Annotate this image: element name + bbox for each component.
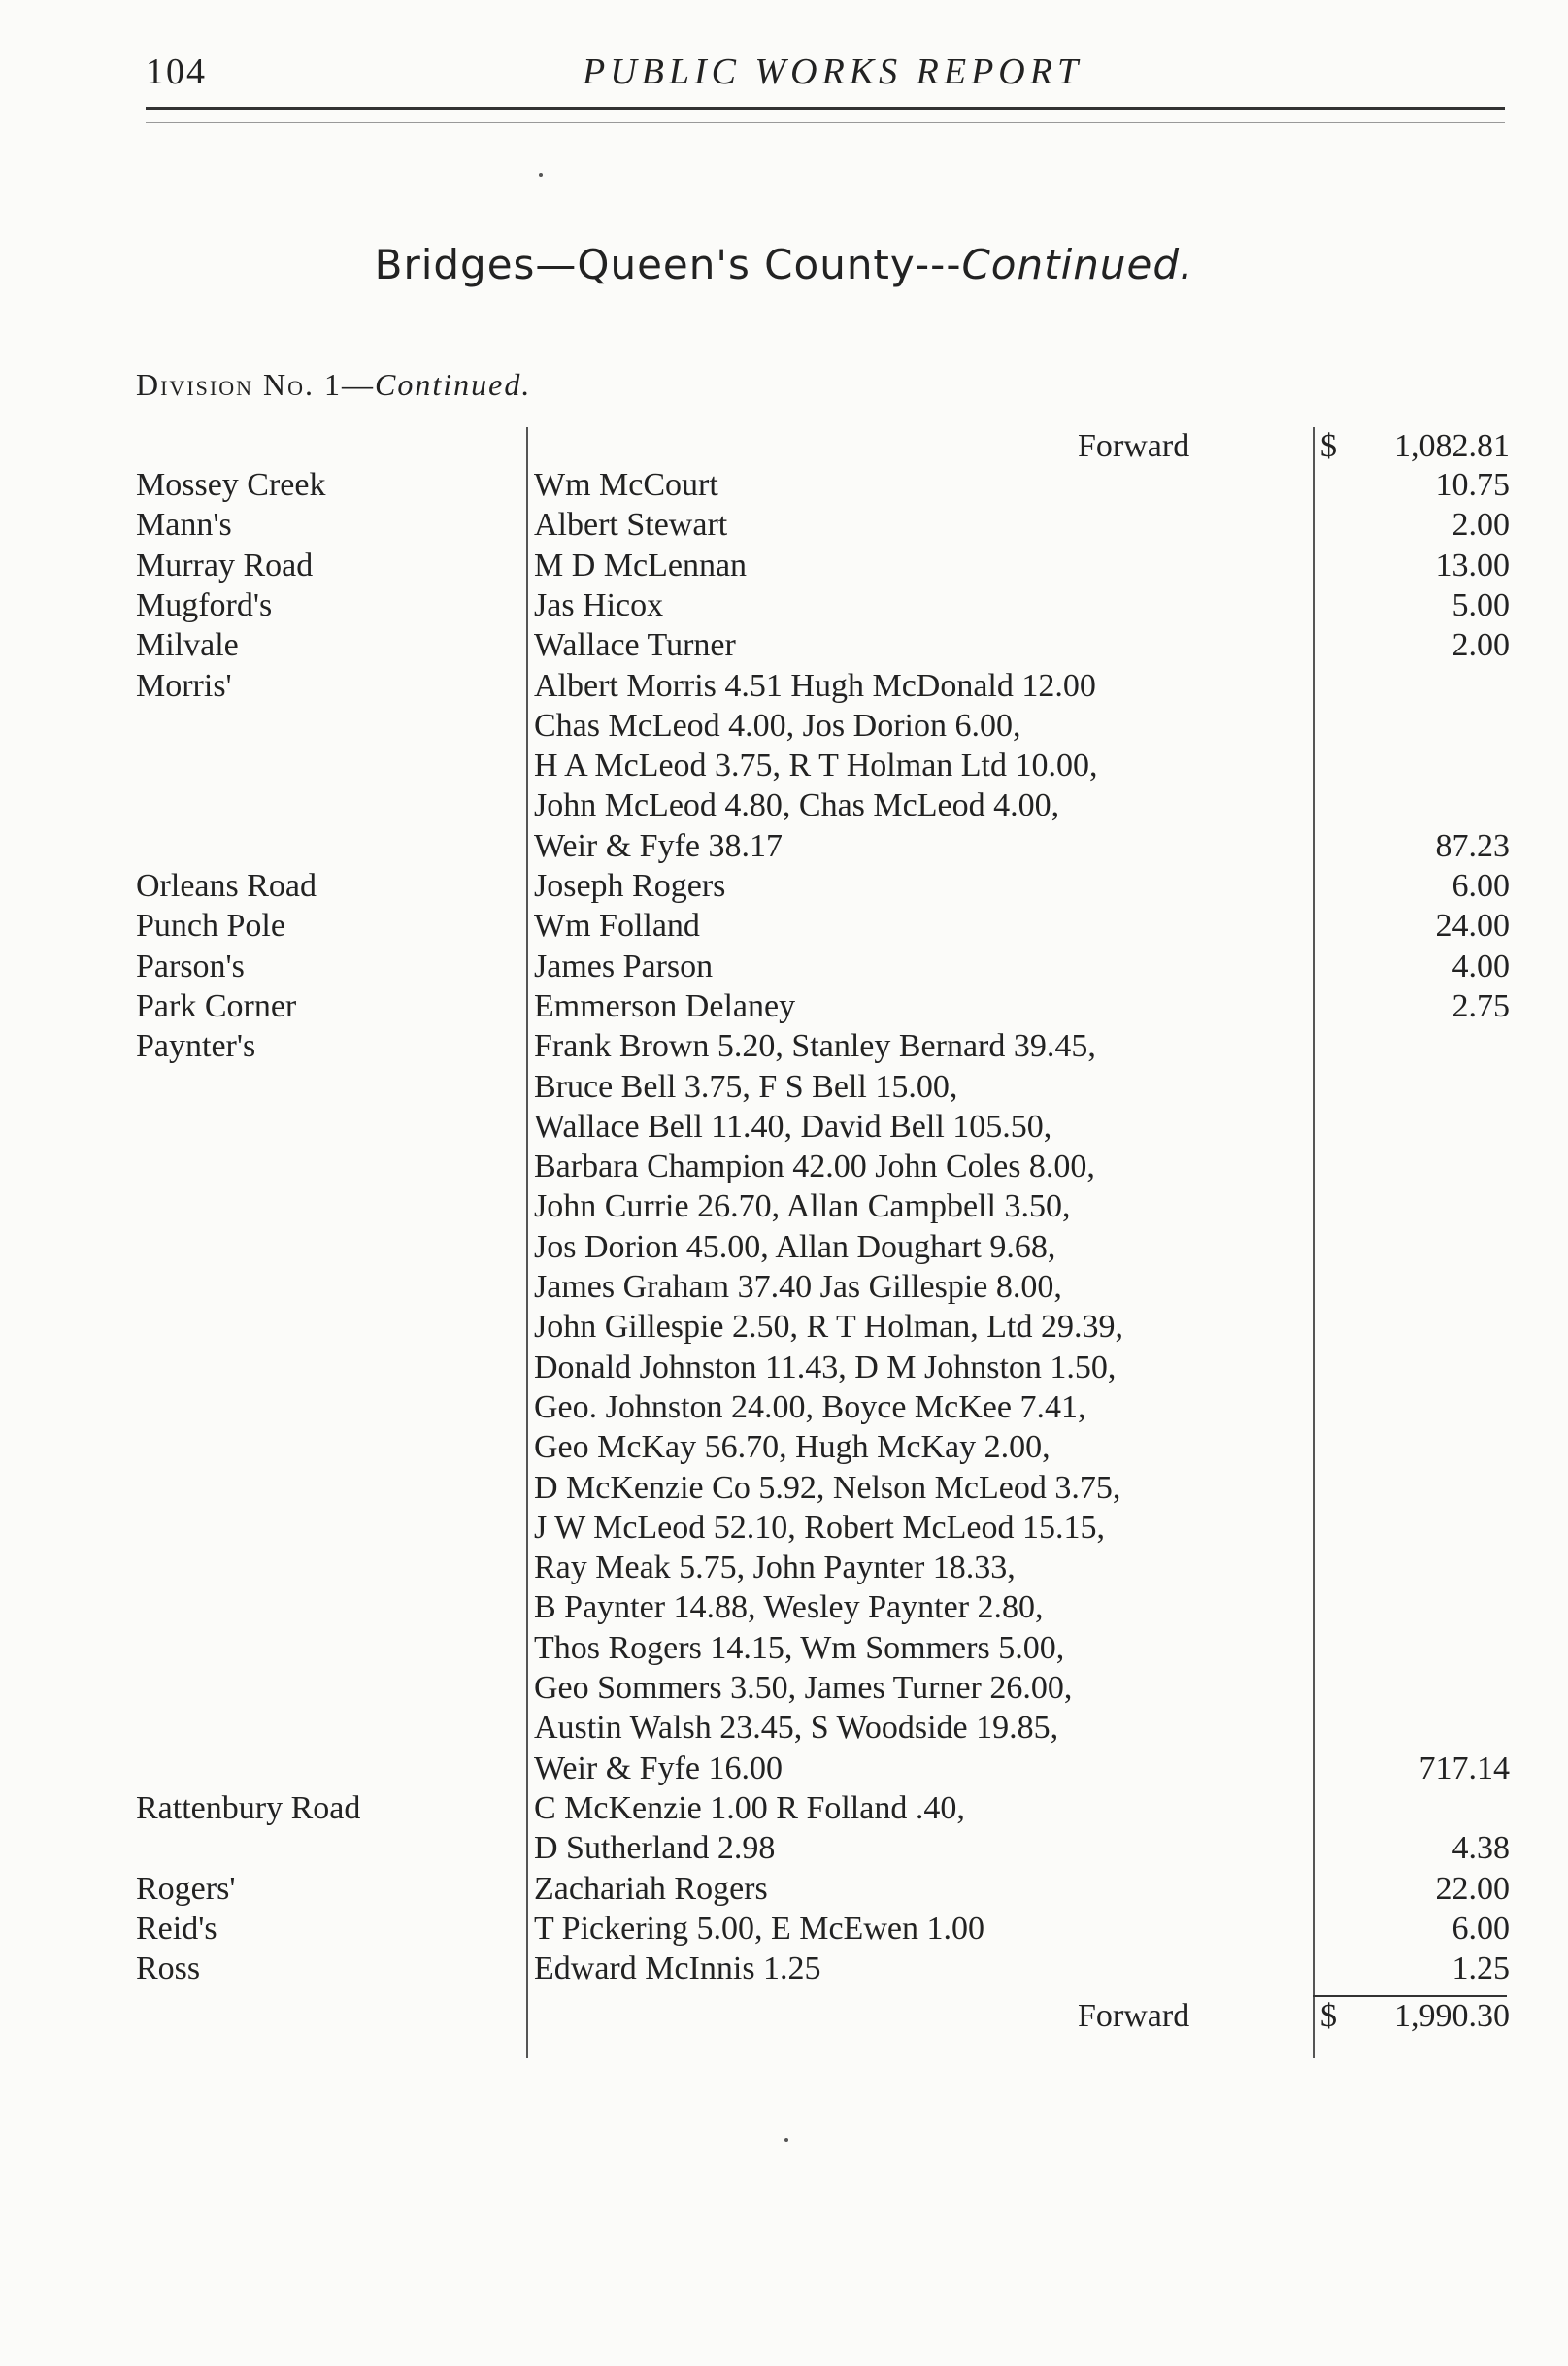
table-row <box>0 827 1568 866</box>
place-name: Morris' <box>136 667 232 704</box>
dollar-sign: $ <box>1320 1998 1337 2035</box>
payee-text: James Parson <box>534 948 714 984</box>
amount-value: 22.00 <box>1435 1870 1510 1907</box>
payee-text: Thos Rogers 14.15, Wm Sommers 5.00, <box>534 1629 1065 1666</box>
payee-text: John Gillespie 2.50, R T Holman, Ltd 29.39, <box>534 1309 1123 1346</box>
payee-text: John McLeod 4.80, Chas McLeod 4.00, <box>534 787 1060 824</box>
table-row <box>0 1027 1568 1066</box>
forward-label: Forward <box>1078 1998 1190 2035</box>
payee-text: C McKenzie 1.00 R Folland .40, <box>534 1789 965 1826</box>
forward-value: 1,082.81 <box>1394 428 1510 464</box>
section-title <box>0 241 1568 288</box>
payee-text: Frank Brown 5.20, Stanley Bernard 39.45, <box>534 1028 1096 1065</box>
ink-speck <box>539 173 543 177</box>
table-row <box>0 1509 1568 1548</box>
place-name: Orleans Road <box>136 868 317 904</box>
amount-value: 87.23 <box>1435 827 1510 864</box>
amount-value: 4.38 <box>1451 1830 1510 1867</box>
header-rule-thin <box>146 122 1505 123</box>
place-name: Reid's <box>136 1910 217 1947</box>
table-row <box>0 547 1568 585</box>
table-row <box>0 867 1568 906</box>
table-row <box>0 1428 1568 1467</box>
payee-text: Donald Johnston 11.43, D M Johnston 1.50, <box>534 1349 1117 1385</box>
place-name: Rogers' <box>136 1870 236 1907</box>
payee-text: Albert Morris 4.51 Hugh McDonald 12.00 <box>534 667 1096 704</box>
table-row <box>0 948 1568 986</box>
amount-value: 13.00 <box>1435 547 1510 583</box>
place-name: Park Corner <box>136 987 297 1024</box>
ledger-table <box>0 427 1568 2078</box>
place-name: Paynter's <box>136 1028 256 1065</box>
payee-text: D McKenzie Co 5.92, Nelson McLeod 3.75, <box>534 1469 1121 1506</box>
table-row <box>0 1588 1568 1627</box>
table-row <box>0 786 1568 825</box>
division-heading <box>136 367 531 403</box>
amount-value: 2.75 <box>1451 987 1510 1024</box>
division-continued: Continued. <box>374 367 532 402</box>
payee-text: Geo. Johnston 24.00, Boyce McKee 7.41, <box>534 1388 1086 1425</box>
payee-text: Albert Stewart <box>534 507 728 544</box>
payee-text: Bruce Bell 3.75, F S Bell 15.00, <box>534 1068 958 1105</box>
payee-text: Geo McKay 56.70, Hugh McKay 2.00, <box>534 1429 1051 1466</box>
table-row <box>0 1949 1568 1988</box>
place-name: Rattenbury Road <box>136 1789 361 1826</box>
running-title: PUBLIC WORKS REPORT <box>583 51 1084 92</box>
table-row <box>0 1669 1568 1708</box>
table-row <box>0 1349 1568 1387</box>
payee-text: Austin Walsh 23.45, S Woodside 19.85, <box>534 1710 1059 1747</box>
payee-text: Jas Hicox <box>534 586 664 623</box>
payee-text: T Pickering 5.00, E McEwen 1.00 <box>534 1910 984 1947</box>
place-name: Murray Road <box>136 547 314 583</box>
payee-text: Edward McInnis 1.25 <box>534 1950 821 1987</box>
payee-text: Wm McCourt <box>534 467 718 503</box>
table-row <box>0 1268 1568 1307</box>
table-row <box>0 707 1568 746</box>
place-name: Milvale <box>136 627 239 664</box>
division-number: 1— <box>323 367 375 402</box>
amount-value: 1.25 <box>1451 1950 1510 1987</box>
payee-text: James Graham 37.40 Jas Gillespie 8.00, <box>534 1269 1062 1305</box>
payee-text: Chas McLeod 4.00, Jos Dorion 6.00, <box>534 707 1021 744</box>
table-row <box>0 1789 1568 1828</box>
table-row <box>0 1148 1568 1186</box>
table-row <box>0 1549 1568 1587</box>
table-row <box>0 1629 1568 1668</box>
place-name: Mann's <box>136 507 232 544</box>
place-name: Mossey Creek <box>136 467 326 503</box>
dollar-sign: $ <box>1320 428 1337 464</box>
payee-text: Weir & Fyfe 16.00 <box>534 1750 783 1786</box>
table-row <box>0 1469 1568 1508</box>
table-row <box>0 466 1568 505</box>
place-name: Parson's <box>136 948 245 984</box>
amount-value: 6.00 <box>1451 1910 1510 1947</box>
table-row <box>0 747 1568 785</box>
payee-text: Ray Meak 5.75, John Paynter 18.33, <box>534 1550 1016 1586</box>
section-title-continued: Continued. <box>961 241 1194 288</box>
payee-text: B Paynter 14.88, Wesley Paynter 2.80, <box>534 1589 1044 1626</box>
table-row <box>0 586 1568 625</box>
amount-value: 4.00 <box>1451 948 1510 984</box>
division-label: Division No. <box>136 367 315 402</box>
header-rule-thick <box>146 107 1505 110</box>
table-row <box>0 1709 1568 1748</box>
place-name: Punch Pole <box>136 908 285 945</box>
amount-value: 2.00 <box>1451 627 1510 664</box>
table-row <box>0 987 1568 1026</box>
page-number: 104 <box>146 51 207 92</box>
payee-text: Wallace Turner <box>534 627 736 664</box>
forward-label: Forward <box>1078 428 1190 464</box>
table-row <box>0 1187 1568 1226</box>
payee-text: Wm Folland <box>534 908 700 945</box>
place-name: Ross <box>136 1950 201 1987</box>
amount-value: 6.00 <box>1451 868 1510 904</box>
payee-text: Geo Sommers 3.50, James Turner 26.00, <box>534 1670 1073 1706</box>
payee-text: D Sutherland 2.98 <box>534 1830 776 1867</box>
payee-text: Jos Dorion 45.00, Allan Doughart 9.68, <box>534 1228 1056 1265</box>
forward-value: 1,990.30 <box>1394 1998 1510 2035</box>
ink-speck <box>784 2138 788 2142</box>
amount-value: 5.00 <box>1451 586 1510 623</box>
table-row <box>0 626 1568 665</box>
payee-text: Joseph Rogers <box>534 868 726 904</box>
payee-text: H A McLeod 3.75, R T Holman Ltd 10.00, <box>534 748 1098 784</box>
payee-text: Zachariah Rogers <box>534 1870 768 1907</box>
amount-value: 2.00 <box>1451 507 1510 544</box>
forward-row-bottom <box>0 1997 1568 2036</box>
payee-text: John Currie 26.70, Allan Campbell 3.50, <box>534 1188 1071 1225</box>
amount-value: 10.75 <box>1435 467 1510 503</box>
page-header <box>0 50 1568 99</box>
payee-text: Wallace Bell 11.40, David Bell 105.50, <box>534 1108 1052 1145</box>
table-row <box>0 1750 1568 1788</box>
table-row <box>0 1388 1568 1427</box>
payee-text: Weir & Fyfe 38.17 <box>534 827 783 864</box>
payee-text: J W McLeod 52.10, Robert McLeod 15.15, <box>534 1509 1105 1546</box>
amount-value: 717.14 <box>1418 1750 1510 1786</box>
table-row <box>0 907 1568 946</box>
payee-text: Emmerson Delaney <box>534 987 796 1024</box>
table-row <box>0 1829 1568 1868</box>
table-row <box>0 667 1568 706</box>
amount-value: 24.00 <box>1435 908 1510 945</box>
section-title-main: Bridges—Queen's County--- <box>374 241 962 288</box>
place-name: Mugford's <box>136 586 273 623</box>
payee-text: M D McLennan <box>534 547 748 583</box>
forward-row-top <box>0 427 1568 466</box>
table-row <box>0 1910 1568 1949</box>
table-row <box>0 1228 1568 1267</box>
table-row <box>0 506 1568 545</box>
payee-text: Barbara Champion 42.00 John Coles 8.00, <box>534 1149 1095 1185</box>
table-row <box>0 1308 1568 1347</box>
table-row <box>0 1068 1568 1107</box>
table-row <box>0 1870 1568 1909</box>
table-row <box>0 1108 1568 1147</box>
